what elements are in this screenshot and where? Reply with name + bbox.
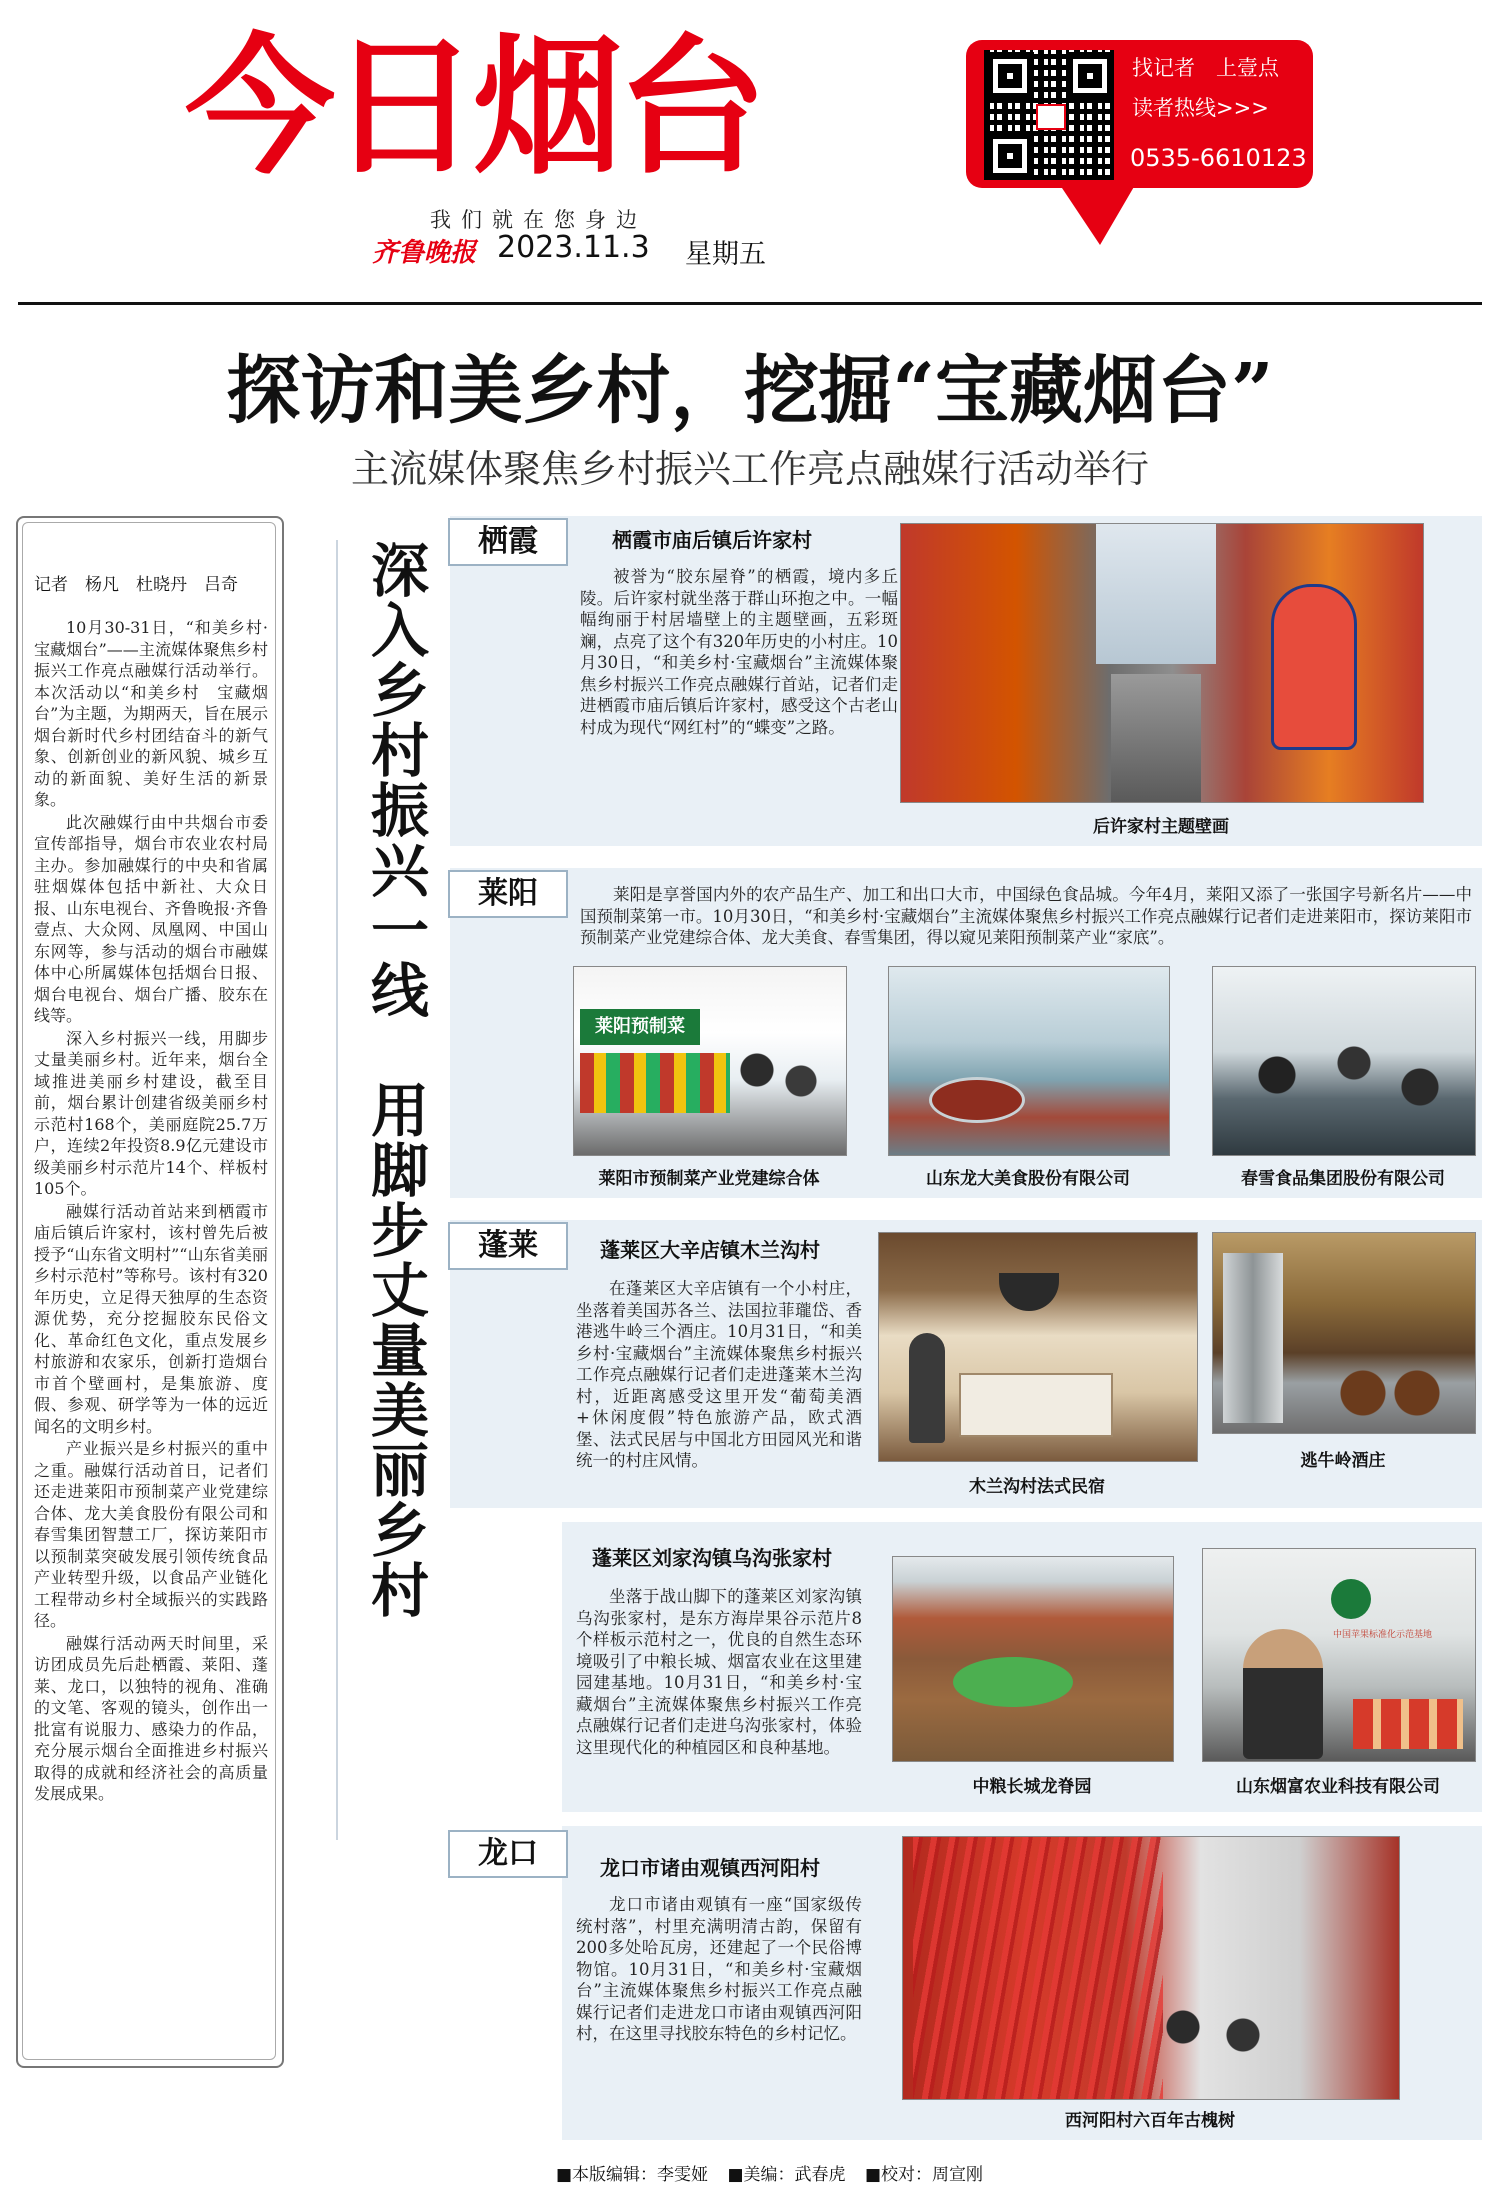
section-text-longkou: 龙口市诸由观镇有一座“国家级传统村落”，村里充满明清古韵，保留有200多处哈瓦房，还建起了一个民俗博物馆。10月31日，“和美乡村·宝藏烟台”主流媒体聚焦乡村振兴工作亮点融媒行记者们走进龙口市诸由观镇西河阳村，在这里寻找胶东特色的乡村记忆。 xyxy=(576,1895,862,2043)
photo-visitors-seated xyxy=(1153,1987,1303,2067)
qr-logo-icon xyxy=(1036,104,1066,130)
photo-mural-village xyxy=(900,523,1424,803)
issue-weekday: 星期五 xyxy=(685,239,766,270)
section-text-penglai-2: 坐落于战山脚下的蓬莱区刘家沟镇乌沟张家村，是东方海岸果谷示范片8个样板示范村之一，优良的自然生态环境吸引了中粮长城、烟富农业在这里建园建基地。10月31日，“和美乡村·宝藏烟台”主流媒体聚焦乡村振兴工作亮点融媒行记者们走进乌沟张家村，体验这里现代化的种植园区和良种基地。 xyxy=(576,1587,862,1757)
lead-paragraph: 融媒行活动两天时间里，采访团成员先后赴栖霞、莱阳、蓬莱、龙口，以独特的视角、准确的文笔、客观的镜头，创作出一批富有说服力、感染力的作品，充分展示烟台全面推进乡村振兴取得的成就和经济社会的高质量发展成果。 xyxy=(34,1633,268,1803)
qr-finder-icon xyxy=(1066,52,1114,100)
caption-laiyang-3: 春雪食品集团股份有限公司 xyxy=(1241,1169,1445,1189)
masthead-divider xyxy=(18,302,1482,305)
caption-laiyang-2: 山东龙大美食股份有限公司 xyxy=(926,1169,1130,1189)
photo-reporters xyxy=(1233,1027,1453,1147)
caption-longkou: 西河阳村六百年古槐树 xyxy=(1065,2111,1235,2131)
photo-apple-boxes xyxy=(1353,1699,1463,1749)
photo-shelves xyxy=(580,1053,730,1113)
main-headline: 探访和美乡村，挖掘“宝藏烟台” xyxy=(226,348,1274,434)
hotline-number[interactable]: 0535-6610123 xyxy=(1130,144,1307,172)
masthead-slogan: 我们就在您身边 xyxy=(430,208,647,232)
photo-red-ribbons xyxy=(913,1837,1163,2099)
qr-finder-icon xyxy=(986,52,1034,100)
photo-longda-factory xyxy=(888,966,1170,1156)
page-credits xyxy=(556,2160,997,2185)
photo-visitors xyxy=(724,1037,834,1147)
hotline-bubble-tail xyxy=(1060,185,1135,245)
section-tag-penglai: 蓬莱 xyxy=(448,1222,568,1270)
photo-chunxue-factory xyxy=(1212,966,1476,1156)
photo-mural-figure xyxy=(1271,584,1357,750)
issue-date: 2023.11.3 xyxy=(497,230,650,265)
photo-alley xyxy=(1111,674,1201,802)
section-title-penglai-1: 蓬莱区大辛店镇木兰沟村 xyxy=(600,1238,820,1262)
photo-laiyang-complex xyxy=(573,966,847,1156)
photo-sky xyxy=(1096,524,1216,664)
photo-logo-icon xyxy=(1331,1579,1371,1619)
section-text-laiyang: 莱阳是享誉国内外的农产品生产、加工和出口大市，中国绿色食品城。今年4月，莱阳又添了一张国字号新名片——中国预制菜第一市。10月30日，“和美乡村·宝藏烟台”主流媒体聚焦乡村振兴工作亮点融媒行记者们走进莱阳市，探访莱阳市预制菜产业党建综合体、龙大美食、春雪集团，得以窥见莱阳预制菜产业“家底”。 xyxy=(580,885,1472,947)
caption-laiyang-1: 莱阳市预制菜产业党建综合体 xyxy=(598,1169,820,1189)
photo-bed xyxy=(959,1373,1113,1437)
credit-proof: ■校对：周宣刚 xyxy=(864,2165,983,2185)
caption-penglai-2b: 山东烟富农业科技有限公司 xyxy=(1236,1777,1440,1797)
hotline-line-2: 读者热线>>> xyxy=(1132,96,1269,120)
section-tag-longkou: 龙口 xyxy=(448,1830,568,1878)
byline: 记者 杨凡 杜晓丹 吕奇 xyxy=(34,575,238,595)
section-tag-laiyang: 莱阳 xyxy=(448,870,568,918)
hotline-line-1: 找记者 上壹点 xyxy=(1132,56,1279,80)
credit-art: ■美编：武春虎 xyxy=(727,2165,846,2185)
credit-editor: ■本版编辑：李雯娅 xyxy=(556,2165,709,2185)
lead-paragraph: 10月30-31日，“和美乡村·宝藏烟台”——主流媒体聚焦乡村振兴工作亮点融媒行活动举行。本次活动以“和美乡村 宝藏烟台”为主题，为期两天，旨在展示烟台新时代乡村团结奋斗的新气象、创新创业的新风貌、城乡互动的新面貌、美好生活的新景象。 xyxy=(34,618,268,809)
photo-ancient-tree xyxy=(902,1836,1400,2100)
photo-sign: 莱阳预制菜 xyxy=(580,1009,700,1045)
photo-sign-text: 中国苹果标准化示范基地 xyxy=(1333,1630,1433,1640)
section-text-penglai-1: 在蓬莱区大辛店镇有一个小村庄，坐落着美国苏各兰、法国拉菲瓏岱、香港逃牛岭三个酒庄。10月31日，“和美乡村·宝藏烟台”主流媒体聚焦乡村振兴工作亮点融媒行记者们走进蓬莱木兰沟村，近距离感受这里开发“葡萄美酒+休闲度假”特色旅游产品，欧式酒堡、法式民居与中国北方田园风光和谐统一的村庄风情。 xyxy=(576,1279,862,1470)
paper-name: 齐鲁晚报 xyxy=(372,238,477,268)
caption-penglai-2a: 中粮长城龙脊园 xyxy=(972,1777,1092,1797)
lead-paragraph: 深入乡村振兴一线，用脚步丈量美丽乡村。近年来，烟台全域推进美丽乡村建设，截至目前，烟台累计创建省级美丽乡村示范村168个，美丽庭院25.7万户，连续2年投资8.9亿元建设市级美丽乡村示范片14个、样板村105个。 xyxy=(34,1028,268,1198)
section-title-qixia: 栖霞市庙后镇后许家村 xyxy=(612,528,812,552)
lead-paragraph: 产业振兴是乡村振兴的重中之重。融媒行活动首日，记者们还走进莱阳市预制菜产业党建综合体、龙大美食股份有限公司和春雪集团智慧工厂，探访莱阳市以预制菜突破发展引领传统食品产业转型升级，以食品产业链化工程带动乡村全域振兴的实践路径。 xyxy=(34,1439,268,1630)
photo-tank xyxy=(1223,1253,1283,1423)
caption-penglai-1a: 木兰沟村法式民宿 xyxy=(969,1477,1105,1497)
lead-paragraph: 融媒行活动首站来到栖霞市庙后镇后许家村，该村曾先后被授予“山东省文明村”“山东省美丽乡村示范村”等称号。该村有320年历史，立足得天独厚的生态资源优势，充分挖掘胶东民俗文化、革命红色文化，重点发展乡村旅游和农家乐，创新打造烟台市首个壁画村，是集旅游、度假、参观、研学等为一体的远近闻名的文明乡村。 xyxy=(34,1201,268,1436)
vertical-divider xyxy=(336,540,338,1840)
photo-mulangou-bnb xyxy=(878,1232,1198,1462)
vertical-slogan: 深入乡村振兴一线 用脚步丈量美丽乡村 xyxy=(361,540,429,1620)
section-title-longkou: 龙口市诸由观镇西河阳村 xyxy=(600,1856,820,1880)
photo-food-tray xyxy=(929,1077,1025,1123)
section-tag-qixia: 栖霞 xyxy=(448,518,568,566)
photo-taoniuling-winery xyxy=(1212,1232,1476,1434)
lead-paragraph: 此次融媒行由中共烟台市委宣传部指导，烟台市农业农村局主办。参加融媒行的中央和省属驻烟媒体包括中新社、大众日报、山东电视台、齐鲁晚报·齐鲁壹点、大众网、凤凰网、中国山东网等，参与活动的烟台市融媒体中心所属媒体包括烟台日报、烟台电视台、烟台广播、胶东在线等。 xyxy=(34,812,268,1025)
caption-penglai-1b: 逃牛岭酒庄 xyxy=(1300,1451,1386,1471)
section-text-qixia: 被誉为“胶东屋脊”的栖霞，境内多丘陵。后许家村就坐落于群山环抱之中。一幅幅绚丽于村居墙壁上的主题壁画，五彩斑斓，点亮了这个有320年历史的小村庄。10月30日，“和美乡村·宝藏烟台”主流媒体聚焦乡村振兴工作亮点融媒行首站，记者们走进栖霞市庙后镇后许家村，感受这个古老山村成为现代“网红村”的“蝶变”之路。 xyxy=(580,567,898,737)
photo-green-field xyxy=(953,1657,1073,1707)
photo-speaker xyxy=(1243,1629,1323,1759)
photo-cofco-orchard xyxy=(892,1556,1174,1762)
section-title-penglai-2: 蓬莱区刘家沟镇乌沟张家村 xyxy=(592,1546,832,1570)
lead-article xyxy=(34,617,268,1806)
sub-headline: 主流媒体聚焦乡村振兴工作亮点融媒行活动举行 xyxy=(350,447,1149,491)
caption-qixia: 后许家村主题壁画 xyxy=(1093,817,1229,837)
masthead-title: 今日烟台 xyxy=(185,21,762,195)
photo-person xyxy=(909,1333,945,1443)
photo-barrels xyxy=(1333,1363,1453,1423)
qr-code-icon[interactable] xyxy=(984,50,1114,180)
qr-finder-icon xyxy=(986,132,1034,180)
photo-yanfu-agri xyxy=(1202,1548,1476,1762)
photo-chandelier xyxy=(999,1273,1059,1311)
